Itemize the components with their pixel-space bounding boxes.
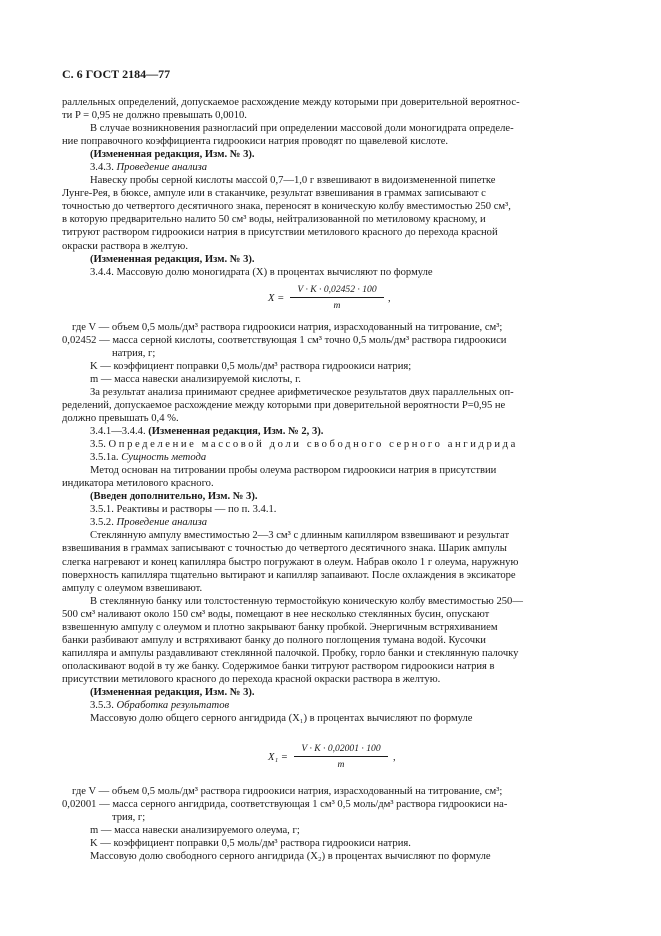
section-title: Проведение анализа bbox=[116, 162, 208, 174]
formula-denominator: m bbox=[337, 759, 345, 771]
paragraph-jar bbox=[62, 595, 600, 686]
section-title: Обработка результатов bbox=[116, 700, 230, 712]
paragraph-sample bbox=[62, 174, 600, 252]
text-line: банки разбивают ампулу и встряхивают банку до полного поглощения тумана водой. Кусочки bbox=[62, 634, 486, 646]
paragraph-result bbox=[62, 386, 600, 425]
text-line: раллельных определений, допускаемое расхождение между которыми при доверительной вероятнос- bbox=[62, 97, 520, 108]
definition-line: m — масса навески анализируемого олеума, г; bbox=[90, 825, 300, 837]
edition-note: (Введен дополнительно, Изм. № 3). bbox=[90, 491, 258, 503]
section-3-4-4: 3.4.4. Массовую долю моногидрата (X) в процентах вычисляют по формуле bbox=[90, 266, 433, 278]
edition-text: (Измененная редакция, Изм. № 2, 3). bbox=[148, 426, 324, 438]
text-line: индикатора метилового красного. bbox=[62, 478, 214, 490]
text-line: Лунге-Рея, в бюксе, ампуле или в стаканчике, результат взвешивания в граммах записывают с bbox=[62, 188, 486, 200]
edition-note: (Измененная редакция, Изм. № 3). bbox=[90, 253, 255, 265]
section-title: Определение массовой доли свободного серного ангидрида bbox=[108, 439, 518, 451]
paragraph-method bbox=[62, 464, 600, 490]
formula-denominator: m bbox=[333, 299, 341, 311]
text-line: ополаскивают водой в ту же банку. Содержимое банки титруют раствором гидроокиси натрия в bbox=[62, 660, 495, 672]
formula-x bbox=[90, 279, 600, 321]
text-line: титруют раствором гидроокиси натрия в присутствии метилового красного до перехода красной bbox=[62, 227, 498, 239]
text-line: В случае возникновения разногласий при определении массовой доли моногидрата определе- bbox=[90, 123, 514, 135]
text-line: Метод основан на титровании пробы олеума раствором гидроокиси натрия в присутствии bbox=[90, 465, 497, 477]
formula-tail: , bbox=[393, 752, 396, 764]
text-line: взвешенную ампулу с олеумом и плотно закрывают банку пробкой. Энергичным встряхиванием bbox=[62, 621, 498, 633]
text-line: Стеклянную ампулу вместимостью 2—3 см³ с длинным капилляром взвешивают и результат bbox=[90, 530, 510, 542]
paragraph-disagreement bbox=[62, 122, 600, 148]
definition-line: где V — объем 0,5 моль/дм³ раствора гидроокиси натрия, израсходованный на титрование, см³; bbox=[72, 786, 503, 798]
text-line: В стеклянную банку или толстостенную термостойкую коническую колбу вместимостью 250— bbox=[90, 595, 523, 607]
text-line: За результат анализа принимают среднее арифметическое результатов двух параллельных оп- bbox=[90, 386, 514, 398]
fraction-bar bbox=[294, 756, 388, 757]
paragraph-free-anhydride: Массовую долю свободного серного ангидрида (X₂) в процентах вычисляют по формуле bbox=[90, 851, 491, 863]
section-number: 3.4.3. bbox=[90, 162, 114, 174]
formula-fraction bbox=[294, 742, 388, 771]
section-number: 3.5.2. bbox=[90, 517, 114, 529]
section-number: 3.5.1а. bbox=[90, 452, 119, 464]
definition-line: K — коэффициент поправки 0,5 моль/дм³ раствора гидроокиси натрия; bbox=[90, 360, 412, 372]
document-body bbox=[62, 96, 600, 863]
formula-lhs: X = bbox=[268, 292, 285, 304]
text-line: окраски раствора в желтую. bbox=[62, 240, 188, 252]
section-3-5-2 bbox=[90, 516, 600, 529]
edition-note: (Измененная редакция, Изм. № 3). bbox=[90, 686, 255, 698]
paragraph-total-anhydride: Массовую долю общего серного ангидрида (X₁) в процентах вычисляют по формуле bbox=[90, 713, 473, 725]
text-line: слегка нагревают и конец капилляра быстро погружают в олеум. Набрав около 1 г олеума, наружную bbox=[62, 556, 519, 568]
text-line: точностью до четвертого десятичного знака, переносят в коническую колбу вместимостью 250 см³, bbox=[62, 201, 511, 213]
section-title: Сущность метода bbox=[121, 452, 207, 464]
text-line: ти P = 0,95 не должно превышать 0,0010. bbox=[62, 110, 247, 122]
text-line: капилляра и ампулы раздавливают стеклянной палочкой. Пробку, горло банки и стеклянную палочку bbox=[62, 647, 519, 659]
text-line: взвешивания в граммах записывают с точностью до четвертого десятичного знака. Шарик ампулы bbox=[62, 543, 507, 555]
text-line: 500 см³ наливают около 150 см³ воды, помещают в нее несколько стеклянных бусин, опускают bbox=[62, 608, 490, 620]
section-range: 3.4.1—3.4.4. bbox=[90, 426, 146, 438]
section-number: 3.5. bbox=[90, 439, 106, 451]
text-line: ампулу с олеумом взвешивают. bbox=[62, 582, 203, 594]
text-line: Навеску пробы серной кислоты массой 0,7—1,0 г взвешивают в видоизмененной пипетке bbox=[90, 175, 496, 187]
fraction-bar bbox=[290, 297, 384, 298]
definition-line: где V — объем 0,5 моль/дм³ раствора гидроокиси натрия, израсходованный на титрование, см³; bbox=[72, 321, 503, 333]
definition-line: трия, г; bbox=[112, 812, 146, 824]
formula-tail: , bbox=[388, 292, 391, 304]
formula-x1 bbox=[90, 725, 600, 785]
definition-line: 0,02452 — масса серной кислоты, соответствующая 1 см³ точно 0,5 моль/дм³ раствора гидроокиси bbox=[62, 334, 507, 346]
paragraph-ampoule bbox=[62, 529, 600, 594]
text-line: должно превышать 0,4 %. bbox=[62, 412, 179, 424]
text-line: поверхность капилляра тщательно вытирают и капилляр запаивают. После охлаждения в эксикаторе bbox=[62, 569, 516, 581]
section-3-5-1: 3.5.1. Реактивы и растворы — по п. 3.4.1. bbox=[90, 504, 277, 516]
text-line: присутствии метилового красного до перехода красной окраски раствора в желтую. bbox=[62, 673, 441, 685]
formula-lhs: X₁ = bbox=[268, 752, 288, 764]
definition-line: m — масса навески анализируемой кислоты, г. bbox=[90, 373, 301, 385]
definitions-x1 bbox=[62, 785, 600, 850]
definitions-x bbox=[62, 321, 600, 386]
text-line: ние поправочного коэффициента гидроокиси натрия проводят по щавелевой кислоте. bbox=[62, 136, 449, 148]
section-number: 3.5.3. bbox=[90, 700, 114, 712]
text-line: в которую предварительно налито 50 см³ воды, нейтрализованной по метиловому красному, и bbox=[62, 214, 486, 226]
formula-fraction bbox=[290, 283, 384, 312]
section-3-4-3 bbox=[90, 161, 600, 174]
section-3-5-1a bbox=[90, 451, 600, 464]
paragraph-precision bbox=[62, 96, 600, 122]
page-header: С. 6 ГОСТ 2184—77 bbox=[62, 67, 171, 81]
formula-numerator: V · K · 0,02001 · 100 bbox=[301, 743, 381, 755]
text-line: ределений, допускаемое расхождение между которыми при доверительной вероятности P=0,95 не bbox=[62, 399, 506, 411]
definition-line: 0,02001 — масса серного ангидрида, соответствующая 1 см³ 0,5 моль/дм³ раствора гидроокиси на- bbox=[62, 799, 508, 811]
definition-line: K — коэффициент поправки 0,5 моль/дм³ раствора гидроокиси натрия. bbox=[90, 838, 411, 850]
section-title: Проведение анализа bbox=[116, 517, 208, 529]
edition-note bbox=[90, 425, 600, 438]
definition-line: натрия, г; bbox=[112, 347, 156, 359]
section-3-5-3 bbox=[90, 699, 600, 712]
formula-numerator: V · K · 0,02452 · 100 bbox=[297, 283, 377, 295]
section-3-5 bbox=[90, 438, 600, 451]
edition-note: (Измененная редакция, Изм. № 3). bbox=[90, 149, 255, 161]
